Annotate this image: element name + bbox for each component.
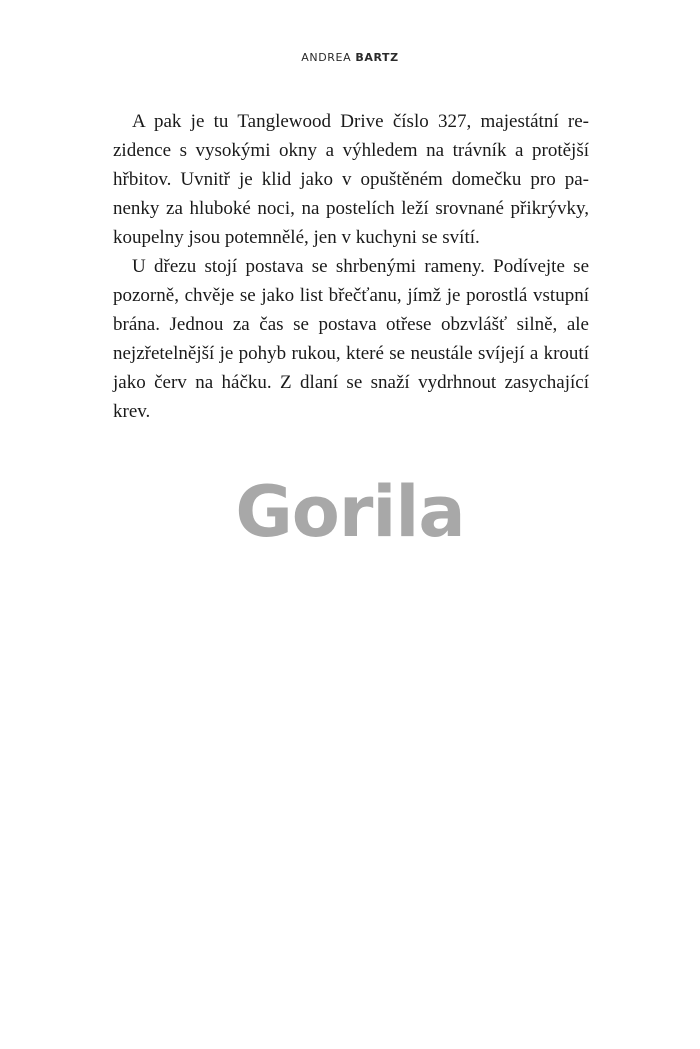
- publisher-watermark-logo: Gorila: [235, 471, 465, 553]
- author-last-name: BARTZ: [355, 51, 399, 64]
- paragraph-1: A pak je tu Tanglewood Drive číslo 327, majestátní rezidence s vysokými okny a výhledem na trávník a protější hřbitov. Uvnitř je klid jako v opuštěném domečku pro panenky za hluboké noci, na postelích leží srovnané přikrývky, koupelny jsou potemnělé, jen v kuchyni se svítí.: [113, 111, 589, 248]
- author-first-name: ANDREA: [301, 51, 352, 64]
- paragraph-2: U dřezu stojí postava se shrbenými rameny. Podívejte se pozorně, chvěje se jako list břečťanu, jímž je porostlá vstupní brána. Jednou za čas se postava otřese obzvlášť silně, ale nejzřetelnější je pohyb rukou, které se neustále svíjejí a kroutí jako červ na háčku. Z dlaní se snaží vydrhnout zasychající krev.: [113, 256, 589, 422]
- body-text: [113, 107, 589, 426]
- running-header: [0, 51, 700, 64]
